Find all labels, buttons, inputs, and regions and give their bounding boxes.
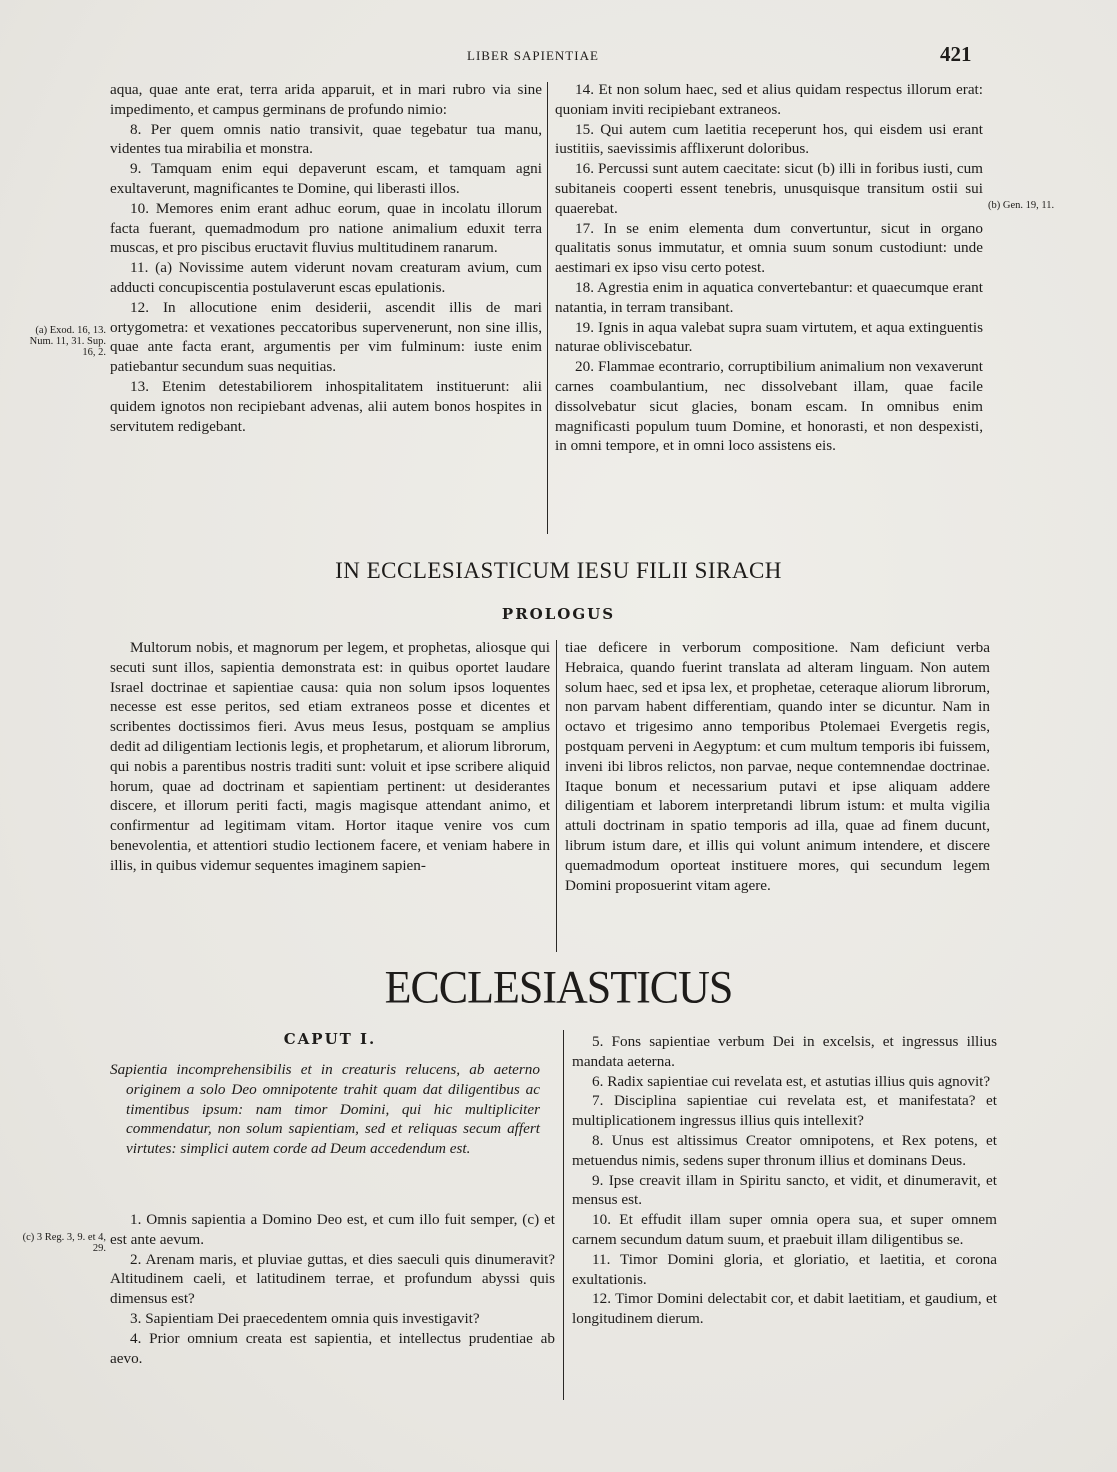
page-number: 421	[940, 42, 972, 66]
prologue-heading: IN ECCLESIASTICUM IESU FILII SIRACH	[335, 558, 782, 583]
verse-19: 19. Ignis in aqua valebat supra suam virtutem, et aqua extinguentis naturae obliviscebatur.	[555, 318, 983, 356]
chapter-summary	[110, 1060, 540, 1159]
caput-left-column	[110, 1210, 555, 1368]
sapientia-right-column	[555, 80, 983, 456]
verse-11: 11. (a) Novissime autem viderunt novam creaturam avium, cum adducti concupiscentia postulaverunt escas epulationis.	[110, 259, 542, 296]
verse-8: 8. Unus est altissimus Creator omnipotens, et Rex potens, et metuendus nimis, sedens super thronum illius et dominans Deus.	[572, 1131, 997, 1169]
verse-11: 11. Timor Domini gloria, et gloriatio, et laetitia, et corona exultationis.	[572, 1250, 997, 1288]
verse-13: 13. Etenim detestabiliorem inhospitalitatem instituerunt: alii quidem ignotos non recipiebant advenas, alii autem bonos hospites in servitutem redigebant.	[110, 377, 542, 435]
book-title: ECCLESIASTICUS	[384, 961, 733, 1014]
verse-5: 5. Fons sapientiae verbum Dei in excelsis, et ingressus illius mandata aeterna.	[572, 1033, 997, 1070]
verse-continuation: aqua, quae ante erat, terra arida apparuit, et in mari rubro via sine impedimento, et campus germinans de profundo nimio:	[110, 81, 542, 118]
verse-12: 12. Timor Domini delectabit cor, et dabit laetitiam, et gaudium, et longitudinem dierum.	[572, 1290, 997, 1328]
verse-17: 17. In se enim elementa dum convertuntur, sicut in organo qualitatis sonus immutatur, et omnia suum sonum custodiunt: unde aestimari ex ipso visu certo potest.	[555, 219, 983, 277]
prologue-right-column	[565, 638, 990, 895]
column-divider	[547, 82, 548, 534]
margin-note-b: (b) Gen. 19, 11.	[988, 200, 1055, 211]
verse-9: 9. Ipse creavit illam in Spiritu sancto, et vidit, et dinumeravit, et mensus est.	[572, 1171, 997, 1209]
verse-9: 9. Tamquam enim equi depaverunt escam, et tamquam agni exultaverunt, magnificantes te Domine, qui liberasti illos.	[110, 160, 542, 197]
prologue-left-column	[110, 638, 550, 876]
verse-4: 4. Prior omnium creata est sapientia, et intellectus prudentiae ab aevo.	[110, 1329, 555, 1367]
margin-note-c: (c) 3 Reg. 3, 9. et 4, 29.	[22, 1232, 106, 1254]
sapientia-left-column	[110, 80, 542, 436]
verse-12: 12. In allocutione enim desiderii, ascendit illis de mari ortygometra: et vexationes peccatoribus supervenerunt, non sine illis, quae ante facta erant, argumentis per vim fulminum: iuste enim patiebantur secundum suas nequitias.	[110, 298, 542, 376]
verse-1: 1. Omnis sapientia a Domino Deo est, et cum illo fuit semper, (c) et est ante aevum.	[110, 1211, 555, 1248]
running-title: LIBER SAPIENTIAE	[467, 48, 599, 63]
chapter-heading: CAPUT I.	[283, 1030, 377, 1048]
verse-18: 18. Agrestia enim in aquatica convertebantur: et quaecumque erant natantia, in terram transibant.	[555, 278, 983, 316]
verse-20: 20. Flammae econtrario, corruptibilium animalium non vexaverunt carnes coambulantium, nec dissolvebant illam, quae facile dissolvebatur sicut glacies, bonam escam. In omnibus enim magnificasti populum tuum Domine, et honorasti, et non despexisti, in omni tempore, et in omni loco assistens eis.	[555, 358, 983, 455]
column-divider	[556, 640, 557, 952]
margin-note-a: (a) Exod. 16, 13. Num. 11, 31. Sup. 16, 2.	[29, 325, 106, 358]
prologue-right-text: tiae deficere in verborum compositione. Nam deficiunt verba Hebraica, quando fuerint translata ad alteram linguam. Non autem solum haec, sed et ipsa lex, et prophetae, ceteraque aliorum librorum, non parvam habent differentiam, quando inter se dicuntur. Nam in octavo et trigesimo anno temporibus Ptolemaei Evergetis regis, postquam perveni in Aegyptum: et cum multum temporis ibi fuissem, inveni ibi libros relictos, non parvae, neque contemnendae doctrinae. Itaque bonum et necessarium putavi et ipse aliquam addere diligentiam et laborem interpretandi librum istum: et multa vigilia attuli doctrinam in spatio temporis ad illa, quae ad finem ducunt, librum istum dare, et illis qui volunt animum intendere, et discere quemadmodum oporteat instituere mores, qui secundum legem Domini proposuerint vitam agere.	[565, 639, 990, 894]
prologue-subheading: PROLOGUS	[501, 605, 616, 623]
verse-7: 7. Disciplina sapientiae cui revelata est, et manifestata? et multiplicationem ingressus illius quis intellexit?	[572, 1092, 997, 1130]
verse-10: 10. Et effudit illam super omnia opera sua, et super omnem carnem secundum datum suum, et praebuit illam diligentibus se.	[572, 1211, 997, 1248]
caput-right-column	[572, 1032, 997, 1329]
verse-3: 3. Sapientiam Dei praecedentem omnia quis investigavit?	[130, 1309, 480, 1327]
chapter-summary-text: Sapientia incomprehensibilis et in creaturis relucens, ab aeterno originem a solo Deo omnipotente trahit quam dat diligentibus ac timentibus ipsum: nam timor Domini, qui hic multipliciter commendatur, non solum sapientiam, sed et reliquas secum affert virtutes: simplici autem corde ad Deum accedendum est.	[110, 1061, 540, 1158]
verse-6: 6. Radix sapientiae cui revelata est, et astutias illius quis agnovit?	[592, 1072, 991, 1090]
verse-14: 14. Et non solum haec, sed et alius quidam respectus illorum erat: quoniam inviti recipiebant extraneos.	[555, 81, 983, 118]
prologue-left-text: Multorum nobis, et magnorum per legem, et prophetas, aliosque qui secuti sunt illos, sapientia demonstrata est: in quibus oportet laudare Israel doctrinae et sapientiae causa: quia non solum ipsos loquentes necesse est esse peritos, sed etiam extraneos posse et dicentes et scribentes doctissimos fieri. Avus meus Iesus, postquam se amplius dedit ad diligentiam lectionis legis, et prophetarum, et aliorum librorum, qui nobis a parentibus nostris traditi sunt: voluit et ipse scribere aliquid horum, quae ad doctrinam et sapientiam pertinent: ut desiderantes discere, et illorum periti facti, magis magisque attendant animo, et confirmentur ad legitimam vitam. Hortor itaque venire vos cum benevolentia, et attentiori studio lectionem facere, et veniam habere in illis, in quibus videmur sequentes imaginem sapien-	[110, 639, 550, 874]
verse-8: 8. Per quem omnis natio transivit, quae tegebatur tua manu, videntes tua mirabilia et monstra.	[110, 120, 542, 158]
verse-16: 16. Percussi sunt autem caecitate: sicut (b) illi in foribus iusti, cum subitaneis cooperti essent tenebris, unusquisque transitum ostii sui quaerebat.	[555, 160, 983, 217]
verse-2: 2. Arenam maris, et pluviae guttas, et dies saeculi quis dinumeravit? Altitudinem caeli, et latitudinem terrae, et profundum abyssi quis dimensus est?	[110, 1250, 555, 1308]
verse-10: 10. Memores enim erant adhuc eorum, quae in incolatu illorum facta fuerant, quemadmodum pro natione animalium eduxit terra muscas, et pro piscibus eructavit fluvius multitudinem ranarum.	[110, 199, 542, 257]
verse-15: 15. Qui autem cum laetitia receperunt hos, qui eisdem usi erant iustitiis, saevissimis afflixerunt doloribus.	[555, 120, 983, 158]
column-divider	[563, 1030, 564, 1400]
